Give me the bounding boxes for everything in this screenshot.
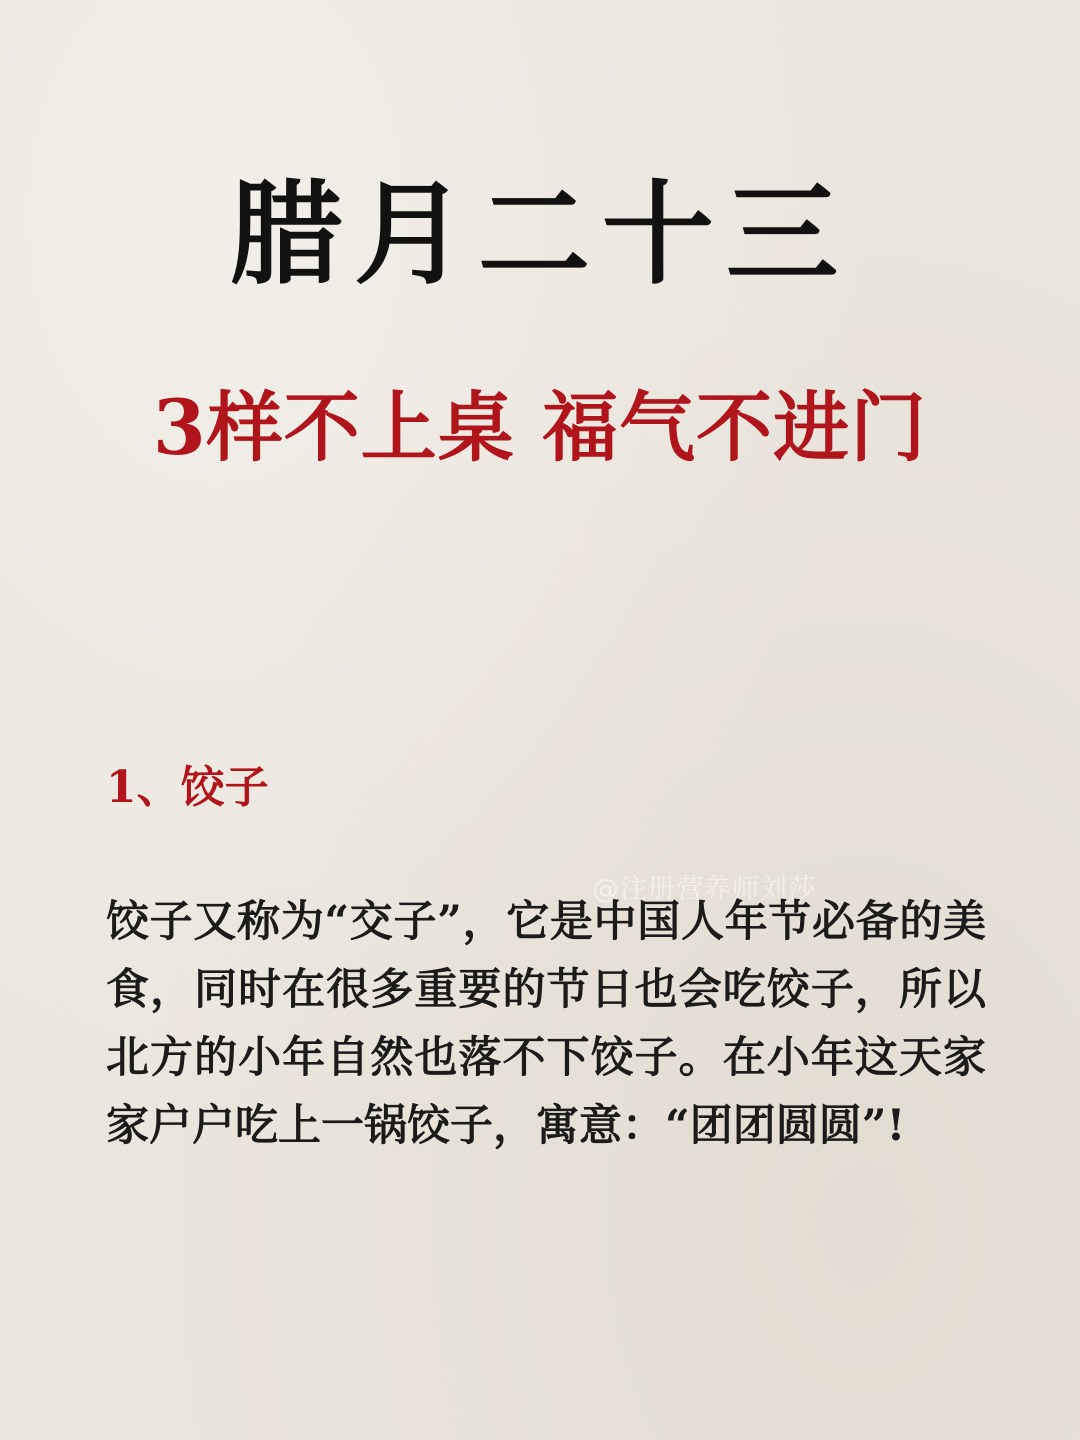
section-heading: 1、饺子 <box>106 762 269 813</box>
page-subtitle: 3样不上桌 福气不进门 <box>152 383 928 472</box>
watermark-text: @注册营养师刘莎 <box>592 874 816 905</box>
page-title: 腊月二十三 <box>230 169 850 300</box>
section-body-text: 饺子又称为“交子”，它是中国人年节必备的美食，同时在很多重要的节日也会吃饺子，所以北方的小年自然也落不下饺子。在小年这天家家户户吃上一锅饺子，寓意：“团团圆圆”! <box>106 897 986 1151</box>
